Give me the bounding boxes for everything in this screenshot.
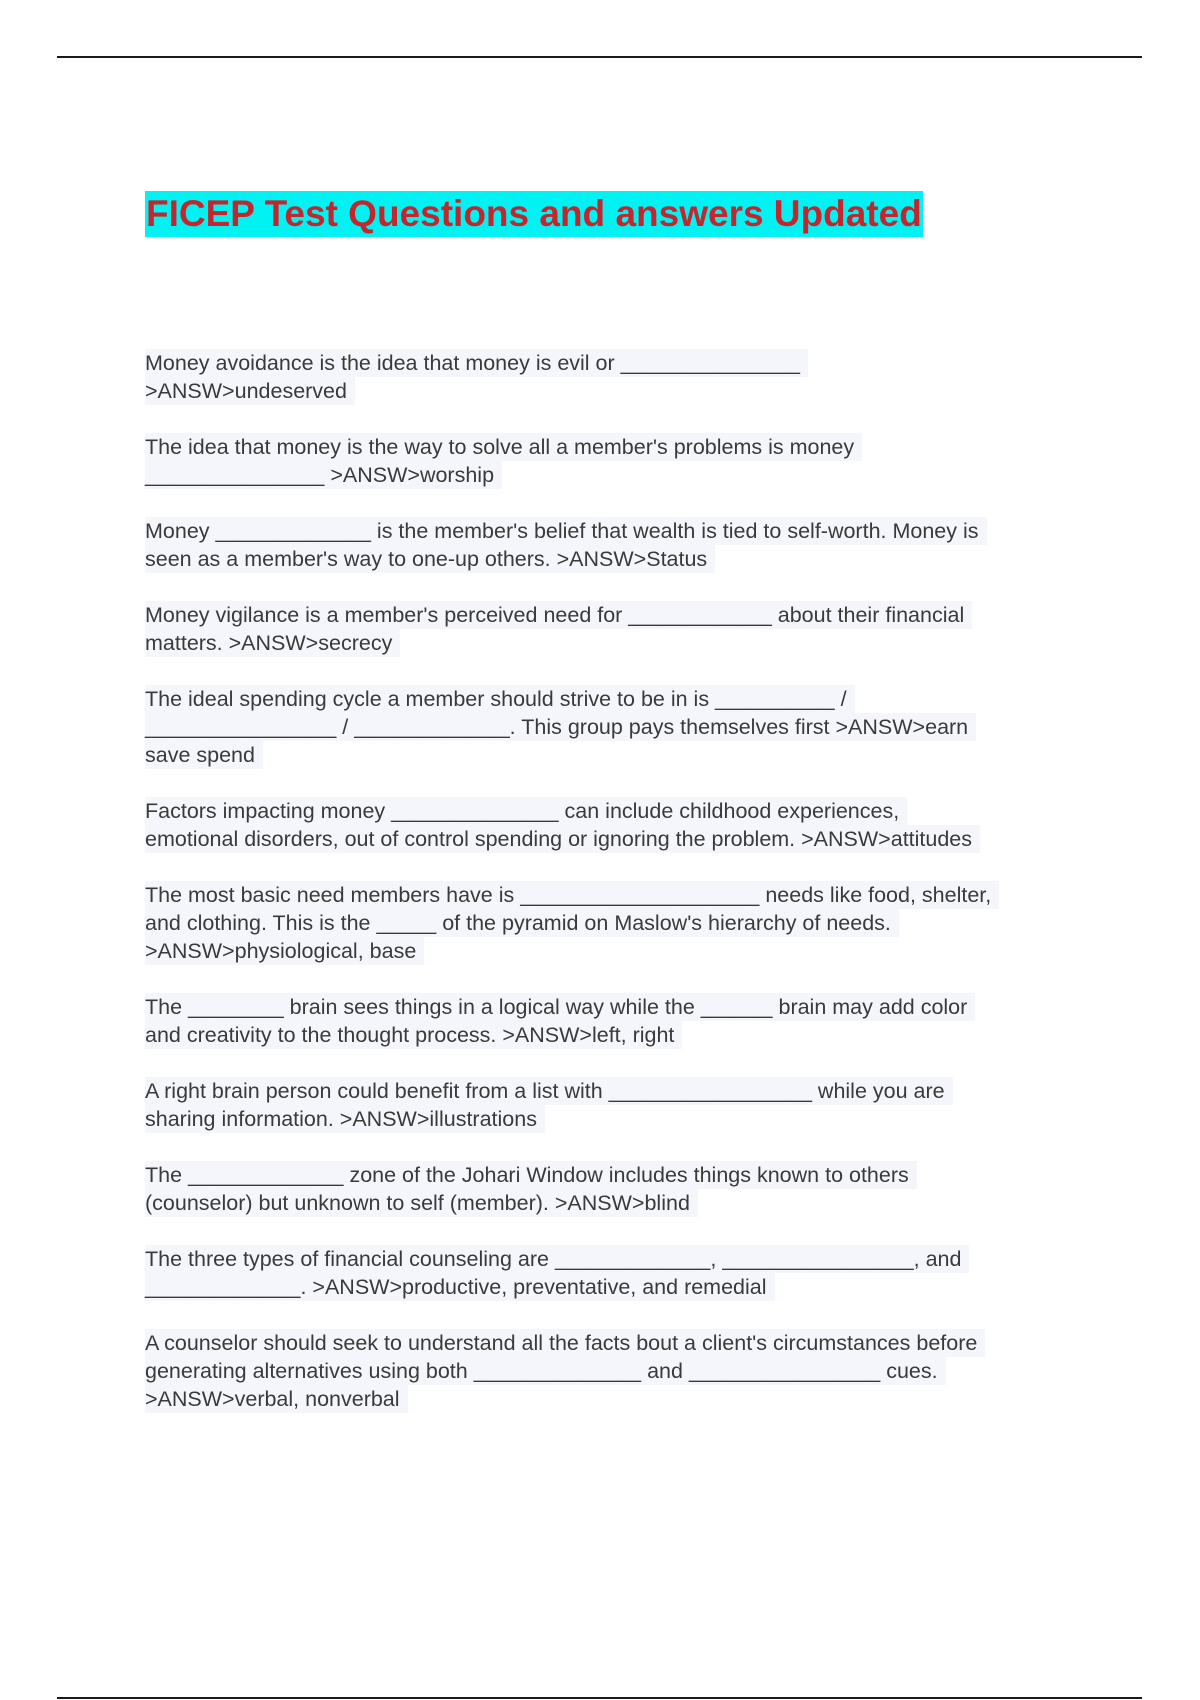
question-answer-list xyxy=(145,349,1085,1441)
question-line: >ANSW>physiological, base xyxy=(145,937,424,965)
question-item xyxy=(145,1161,1085,1217)
question-line: Money vigilance is a member's perceived need for ____________ about their financial xyxy=(145,601,972,629)
question-line: _______________ >ANSW>worship xyxy=(145,461,502,489)
question-line: A right brain person could benefit from a list with _________________ while you are xyxy=(145,1077,953,1105)
question-line: _____________. >ANSW>productive, preventative, and remedial xyxy=(145,1273,775,1301)
question-item xyxy=(145,433,1085,489)
question-item xyxy=(145,601,1085,657)
question-line: (counselor) but unknown to self (member). >ANSW>blind xyxy=(145,1189,698,1217)
question-item xyxy=(145,1329,1085,1413)
question-line: ________________ / _____________. This group pays themselves first >ANSW>earn xyxy=(145,713,976,741)
question-line: The ideal spending cycle a member should strive to be in is __________ / xyxy=(145,685,855,713)
top-rule xyxy=(57,56,1142,58)
question-line: >ANSW>undeserved xyxy=(145,377,355,405)
question-item xyxy=(145,1245,1085,1301)
question-line: The _____________ zone of the Johari Window includes things known to others xyxy=(145,1161,917,1189)
question-item xyxy=(145,1077,1085,1133)
question-line: sharing information. >ANSW>illustrations xyxy=(145,1105,545,1133)
question-line: The most basic need members have is ____________________ needs like food, shelter, xyxy=(145,881,999,909)
question-line: and creativity to the thought process. >ANSW>left, right xyxy=(145,1021,682,1049)
question-line: and clothing. This is the _____ of the pyramid on Maslow's hierarchy of needs. xyxy=(145,909,899,937)
question-line: save spend xyxy=(145,741,263,769)
question-line: The idea that money is the way to solve all a member's problems is money xyxy=(145,433,862,461)
question-item xyxy=(145,349,1085,405)
question-item xyxy=(145,685,1085,769)
question-line: Factors impacting money ______________ can include childhood experiences, xyxy=(145,797,907,825)
question-line: The ________ brain sees things in a logical way while the ______ brain may add color xyxy=(145,993,975,1021)
question-line: Money avoidance is the idea that money is evil or _______________ xyxy=(145,349,808,377)
question-item xyxy=(145,517,1085,573)
bottom-rule xyxy=(57,1697,1142,1699)
question-item xyxy=(145,993,1085,1049)
question-line: Money _____________ is the member's belief that wealth is tied to self-worth. Money is xyxy=(145,517,987,545)
question-line: seen as a member's way to one-up others. >ANSW>Status xyxy=(145,545,715,573)
question-line: The three types of financial counseling are _____________, ________________, and xyxy=(145,1245,969,1273)
question-line: matters. >ANSW>secrecy xyxy=(145,629,400,657)
title-highlight xyxy=(145,191,923,237)
question-line: generating alternatives using both ______________ and ________________ cues. xyxy=(145,1357,946,1385)
question-item xyxy=(145,797,1085,853)
question-line: A counselor should seek to understand all the facts bout a client's circumstances before xyxy=(145,1329,985,1357)
question-line: >ANSW>verbal, nonverbal xyxy=(145,1385,408,1413)
question-item xyxy=(145,881,1085,965)
question-line: emotional disorders, out of control spending or ignoring the problem. >ANSW>attitudes xyxy=(145,825,980,853)
document-title: FICEP Test Questions and answers Updated xyxy=(146,193,922,234)
